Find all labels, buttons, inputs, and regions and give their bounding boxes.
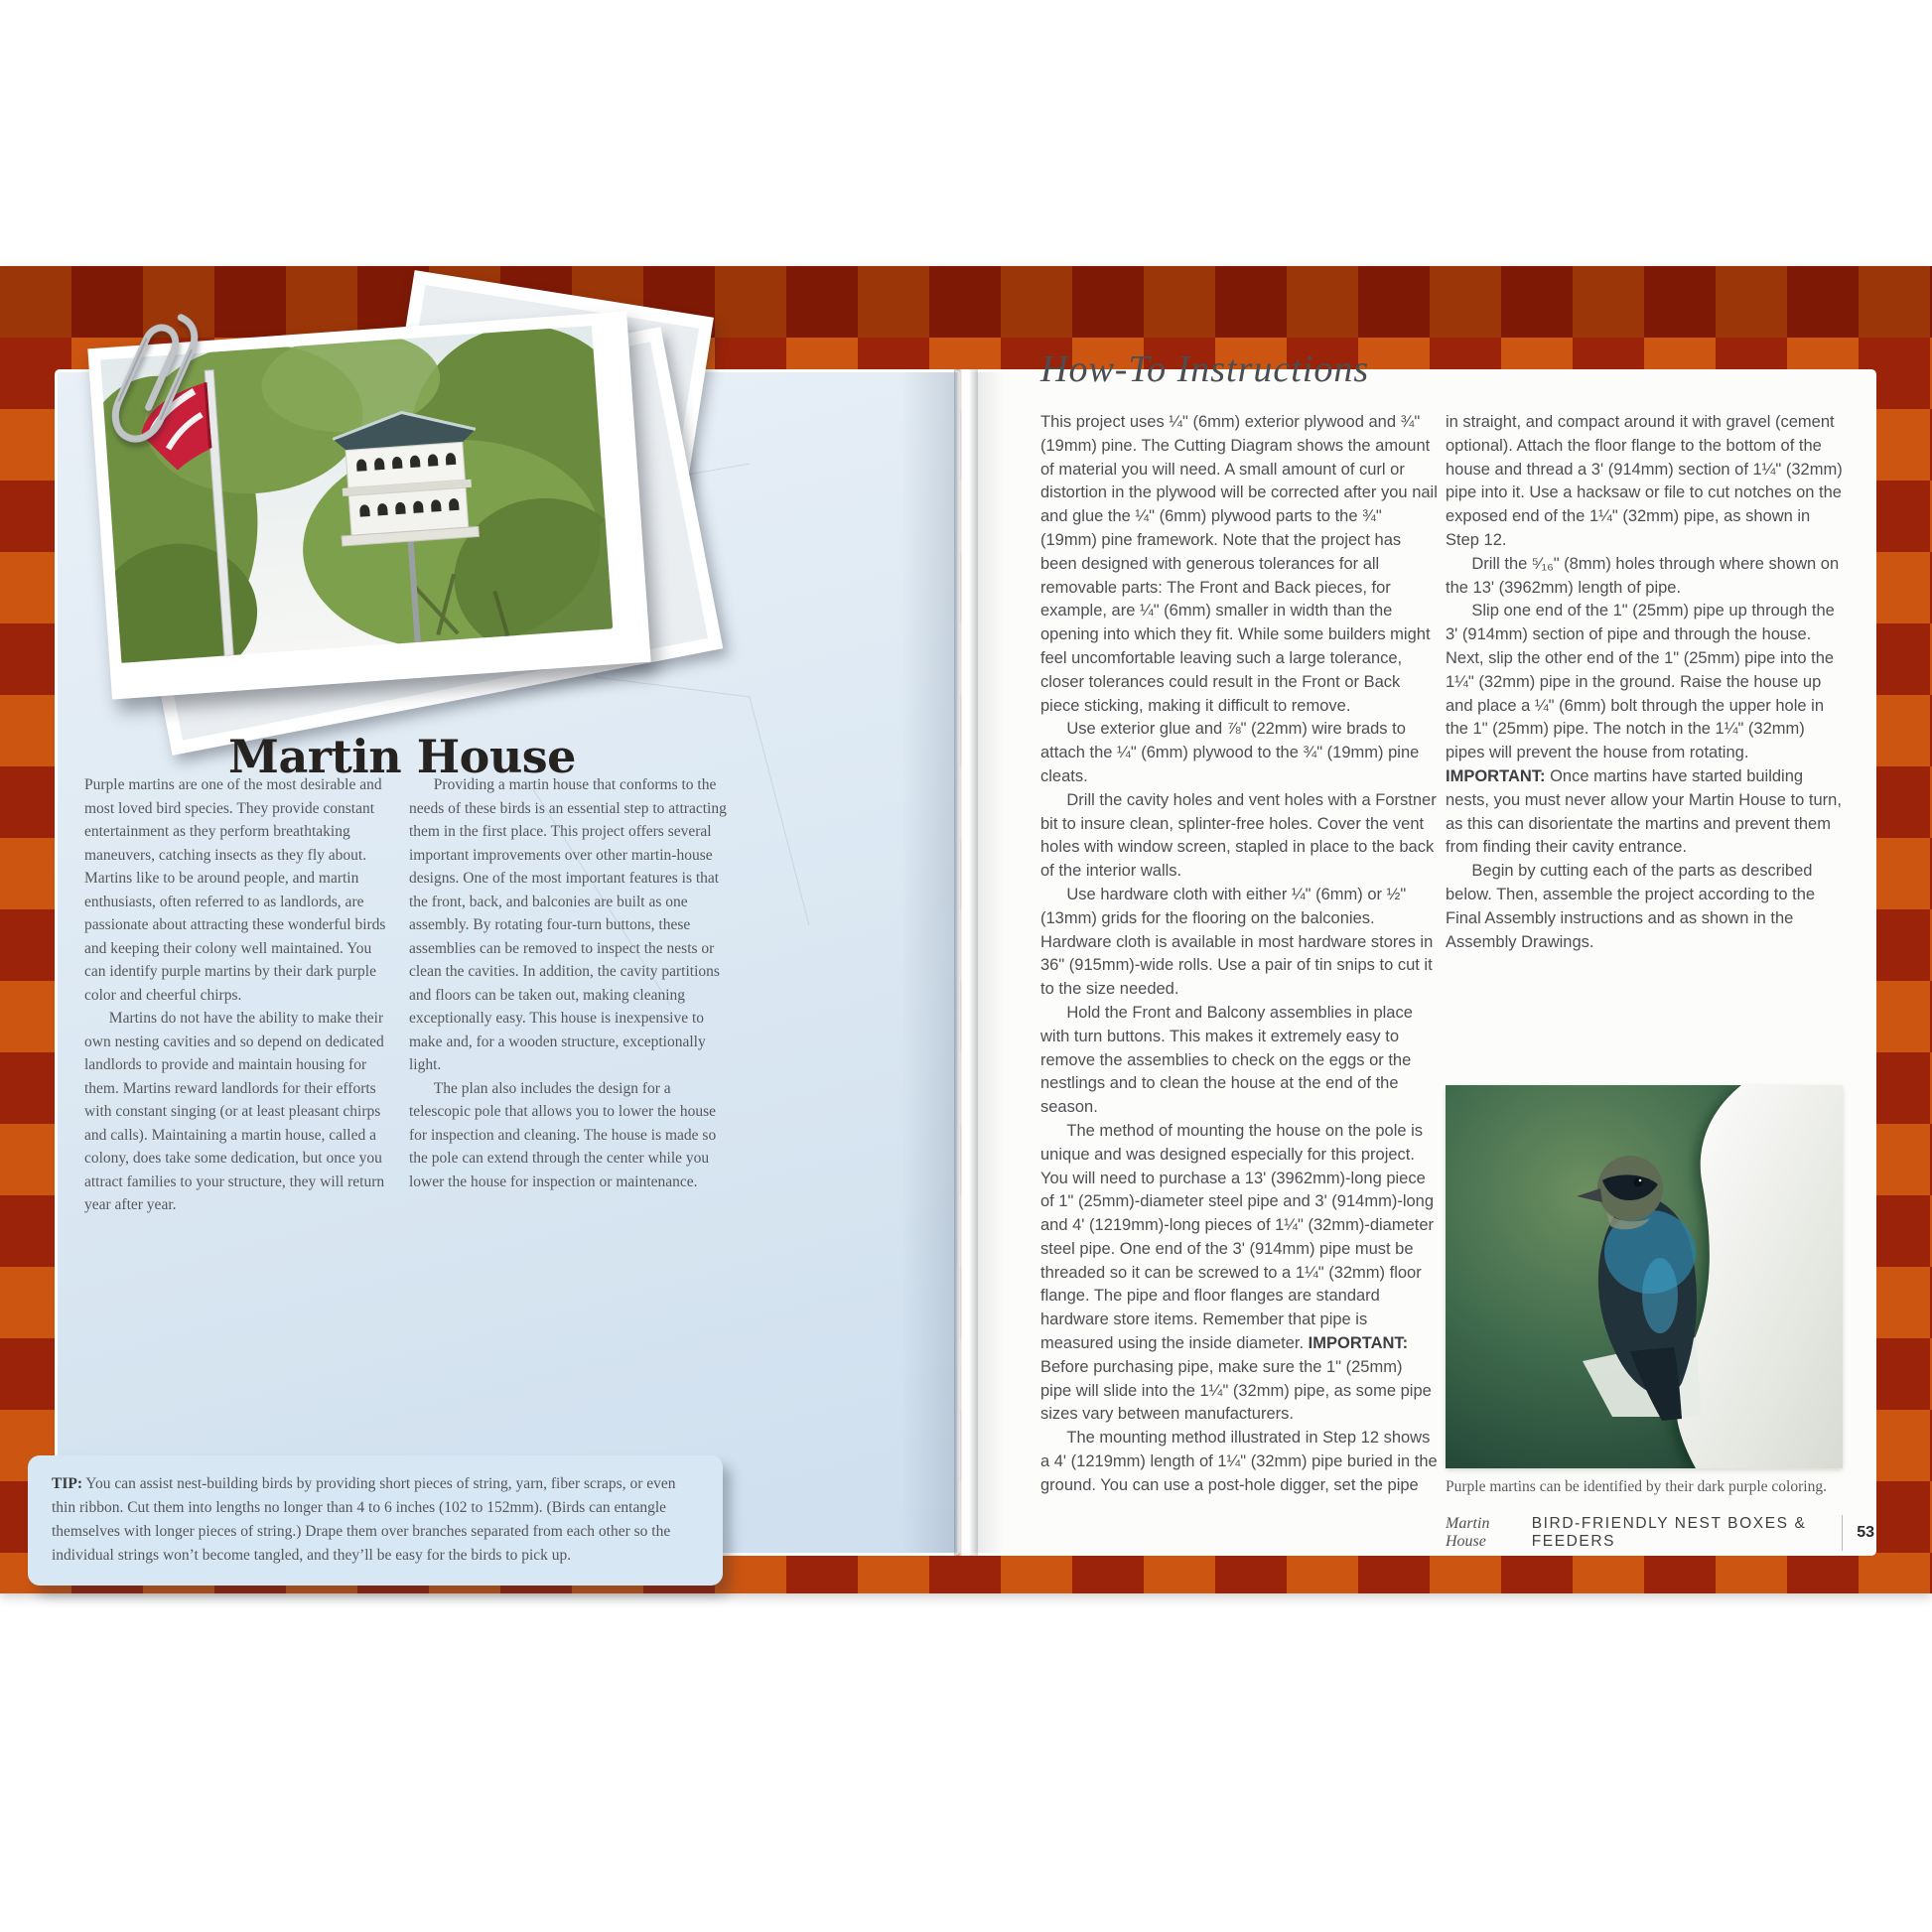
paragraph: Purple martins are one of the most desirable and most loved bird species. They provide constant entertainment as they perform breathtaking maneuvers, catching insects as they fly about. Martins like to be around people, and martin enthusiasts, often referred to as landlords, are passionate about attracting these wonderful birds and keeping their colony well maintained. You can identify purple martins by their dark purple color and cheerful chirps. <box>84 776 386 1004</box>
paragraph: Hold the Front and Balcony assemblies in place with turn buttons. This makes it extremely easy to remove the assemblies to check on the eggs or the nestlings and to clean the house at the end of the season. <box>1040 1003 1413 1117</box>
footer-divider <box>1842 1515 1843 1551</box>
paragraph: Providing a martin house that conforms to the needs of these birds is an essential step to attracting them in the first place. This project offers several important improvements over other martin-house designs. One of the most important features is that the front, back, and balconies are built as one assembly. By rotating four-turn buttons, these assemblies can be removed to inspect the nests or clean the cavities. In addition, the cavity partitions and floors can be taken out, making cleaning exceptionally easy. This house is inexpensive to make and, for a wooden structure, exceptionally light. <box>409 776 727 1073</box>
book-spine <box>954 369 978 1556</box>
purple-martin-scene <box>1446 1085 1843 1468</box>
left-body-column-2 <box>409 773 729 1193</box>
paragraph: This project uses ¼" (6mm) exterior plywood and ¾" (19mm) pine. The Cutting Diagram shows the amount of material you will need. A small amount of curl or distortion in the plywood will be corrected after you nail and glue the ¼" (6mm) plywood parts to the ¾" (19mm) pine framework. Note that the project has been designed with generous tolerances for all removable parts: The Front and Back pieces, for example, are ¼" (6mm) smaller in width than the opening into which they fit. While some builders might feel uncomfortable leaving such a large tolerance, closer tolerances could result in the Front or Back piece sticking, making it difficult to remove. <box>1040 413 1438 715</box>
footer-book-title: BIRD-FRIENDLY NEST BOXES & FEEDERS <box>1531 1515 1807 1550</box>
paragraph: Begin by cutting each of the parts as described below. Then, assemble the project according to the Final Assembly instructions and as shown in the Assembly Drawings. <box>1446 862 1816 951</box>
paragraph: Drill the cavity holes and vent holes with a Forstner bit to insure clean, splinter-free holes. Cover the vent holes with window screen, stapled in place to the back of the interior walls. <box>1040 790 1437 881</box>
paragraph: Slip one end of the 1" (25mm) pipe up through the 3' (914mm) section of pipe and through the house. Next, slip the other end of the 1" (25mm) pipe into the 1¼" (32mm) pipe in the ground. Raise the house up and place a ¼" (6mm) bolt through the upper hole in the 1" (25mm) pipe. The notch in the 1¼" (32mm) pipes will prevent the house from rotating. IMPORTANT: Once martins have started building nests, you must never allow your Martin House to turn, as this can disorientate the martins and prevent them from finding their cavity entrance. <box>1446 602 1842 857</box>
paragraph: Martins do not have the ability to make their own nesting cavities and so depend on dedicated landlords to provide and maintain housing for them. Martins reward landlords for their efforts with constant singing (or at least pleasant chirps and calls). Maintaining a martin house, called a colony, does take some dedication, but once you attract families to your structure, they will return year after year. <box>84 1010 385 1213</box>
footer-page-number: 53 <box>1857 1524 1874 1541</box>
photo-collage <box>45 290 710 707</box>
tip-box <box>28 1455 723 1586</box>
footer-chapter: Martin House <box>1446 1515 1490 1550</box>
instructions-column-2 <box>1446 411 1847 954</box>
page-title: Martin House <box>228 729 576 783</box>
paragraph: Use exterior glue and ⅞" (22mm) wire brads to attach the ¼" (6mm) plywood to the ¾" (19mm) pine cleats. <box>1040 720 1420 785</box>
photo-caption: Purple martins can be identified by their dark purple coloring. <box>1446 1478 1827 1495</box>
paragraph: The method of mounting the house on the pole is unique and was designed especially for this project. You will need to purchase a 13' (3962mm)-long piece of 1" (25mm)-diameter steel pipe and 3' (914mm)-long and 4' (1219mm)-long pieces of 1¼" (32mm)-diameter steel pipe. One end of the 3' (914mm) pipe must be threaded so it can be screwed to a 1¼" (32mm) floor flange. The pipe and floor flanges are standard hardware store items. Remember that pipe is measured using the inside diameter. IMPORTANT: Before purchasing pipe, make sure the 1" (25mm) pipe will slide into the 1¼" (32mm) pipe, as some pipe sizes vary between manufacturers. <box>1040 1121 1435 1424</box>
paragraph: in straight, and compact around it with gravel (cement optional). Attach the floor flange to the bottom of the house and thread a 3' (914mm) section of 1¼" (32mm) pipe into it. Use a hacksaw or file to cut notches on the exposed end of the 1¼" (32mm) pipe, as shown in Step 12. <box>1446 413 1843 549</box>
paragraph: Drill the ⁵⁄₁₆" (8mm) holes through where shown on the 13' (3962mm) length of pipe. <box>1446 554 1840 597</box>
tip-text: You can assist nest-building birds by providing short pieces of string, yarn, fiber scraps, or even thin ribbon. Cut them into lengths no longer than 4 to 6 inches (102 to 152mm). (Birds can entangle themselves with longer pieces of string.) Drape them over branches separated from each other so the individual strings won’t become tangled, and they’ll be easy for the birds to pick up. <box>52 1475 676 1564</box>
paragraph: The mounting method illustrated in Step 12 shows a 4' (1219mm) length of 1¼" (32mm) pipe buried in the ground. You can use a post-hole digger, set the pipe <box>1040 1429 1438 1494</box>
howto-heading: How-To Instructions <box>1040 348 1370 390</box>
purple-martin-photo <box>1446 1085 1843 1468</box>
page-footer <box>1446 1513 1874 1553</box>
paragraph: The plan also includes the design for a telescopic pole that allows you to lower the house for inspection and cleaning. The house is made so the pole can extend through the center while you lower the house for inspection or maintenance. <box>409 1079 717 1190</box>
tip-label: TIP: <box>52 1475 82 1492</box>
left-body-column-1 <box>84 773 396 1217</box>
paragraph: Use hardware cloth with either ¼" (6mm) or ½" (13mm) grids for the flooring on the balconies. Hardware cloth is available in most hardware stores in 36" (915mm)-wide rolls. Use a pair of tin snips to cut it to the size needed. <box>1040 885 1434 999</box>
instructions-column-1 <box>1040 411 1438 1498</box>
